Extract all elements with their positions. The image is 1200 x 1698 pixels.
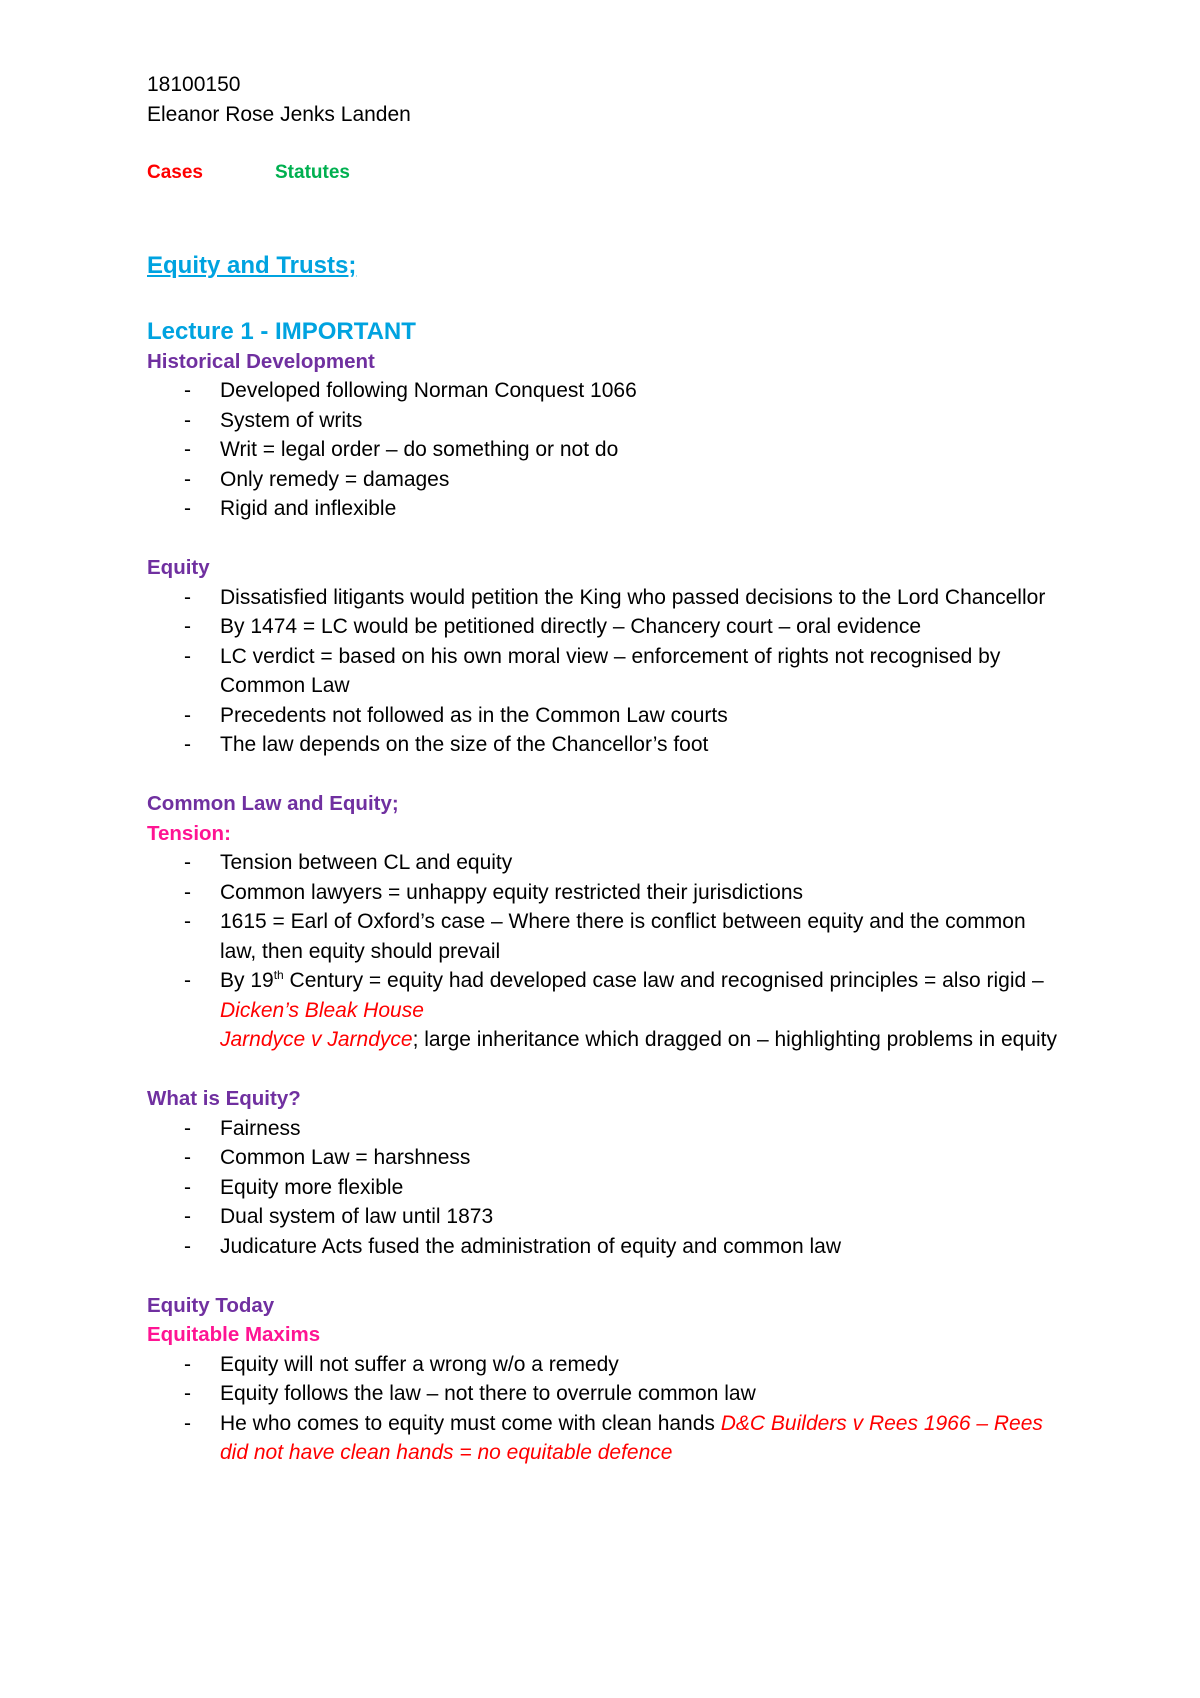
heading-equity: Equity (147, 556, 210, 579)
bullet-dash: - (184, 703, 191, 727)
list-item: - Common Law = harshness (147, 1143, 1067, 1173)
bullet-dash: - (184, 1352, 191, 1376)
bullet-dash: - (184, 379, 191, 402)
bullet-dash: - (184, 851, 191, 874)
case-reference: Jarndyce v Jarndyce (220, 1028, 413, 1051)
bullet-dash: - (184, 615, 191, 638)
list-item: - He who comes to equity must come with clean hands D&C Builders v Rees 1966 – Rees did not have clean hands = no equitable defence (147, 1409, 1067, 1468)
list-item: - Fairness (147, 1114, 1067, 1144)
bullet-dash: - (184, 1205, 191, 1228)
list-item: - Tension between CL and equity (147, 848, 1067, 878)
list-item: - Equity follows the law – not there to overrule common law (147, 1379, 1067, 1409)
bullet-dash: - (184, 1234, 191, 1258)
list-item: - LC verdict = based on his own moral view – enforcement of rights not recognised by Common Law (147, 642, 1067, 701)
list-what-is-equity (147, 1114, 1067, 1262)
list-historical (147, 376, 1067, 524)
subheading-maxims: Equitable Maxims (147, 1323, 321, 1346)
list-maxims (147, 1350, 1067, 1468)
case-reference: Dicken’s Bleak House (220, 998, 424, 1022)
document-title: Equity and Trusts; (147, 251, 357, 279)
list-item: - Rigid and inflexible (147, 494, 1067, 524)
bullet-dash: - (184, 438, 191, 461)
student-id: 18100150 (147, 73, 241, 96)
ordinal-suffix: th (273, 968, 284, 982)
list-item: - By 1474 = LC would be petitioned directly – Chancery court – oral evidence (147, 612, 1067, 642)
list-item: - Only remedy = damages (147, 465, 1067, 495)
heading-common-law: Common Law and Equity; (147, 792, 399, 815)
heading-equity-today: Equity Today (147, 1293, 275, 1317)
bullet-dash: - (184, 408, 191, 432)
list-item: - The law depends on the size of the Chancellor’s foot (147, 730, 1067, 760)
list-item: - Dual system of law until 1873 (147, 1202, 1067, 1232)
bullet-dash: - (184, 733, 191, 756)
subheading-tension: Tension: (147, 821, 231, 845)
bullet-dash: - (184, 497, 191, 520)
list-item: - Developed following Norman Conquest 1066 (147, 376, 1067, 406)
student-name: Eleanor Rose Jenks Landen (147, 102, 411, 126)
bullet-dash: - (184, 1411, 191, 1435)
color-legend (147, 158, 1067, 188)
bullet-dash: - (184, 585, 191, 609)
list-tension (147, 848, 1067, 1055)
bullet-dash: - (184, 1146, 191, 1169)
list-item: - Equity more flexible (147, 1173, 1067, 1203)
lecture-title: Lecture 1 - IMPORTANT (147, 317, 416, 345)
bullet-dash: - (184, 910, 191, 933)
document-page (147, 70, 1067, 1468)
list-item: - Dissatisfied litigants would petition the King who passed decisions to the Lord Chancellor (147, 583, 1067, 613)
bullet-dash: - (184, 969, 191, 992)
legend-cases: Cases (147, 162, 203, 183)
list-equity (147, 583, 1067, 760)
heading-historical: Historical Development (147, 349, 375, 373)
bullet-dash: - (184, 467, 191, 491)
list-item: - Judicature Acts fused the administration of equity and common law (147, 1232, 1067, 1262)
bullet-dash: - (184, 1175, 191, 1199)
list-item: - Equity will not suffer a wrong w/o a remedy (147, 1350, 1067, 1380)
bullet-dash: - (184, 880, 191, 904)
list-item: - System of writs (147, 406, 1067, 436)
bullet-dash: - (184, 644, 191, 668)
list-item: - Common lawyers = unhappy equity restricted their jurisdictions (147, 878, 1067, 908)
bullet-dash: - (184, 1382, 191, 1405)
bullet-dash: - (184, 1116, 191, 1140)
list-item: - By 19th Century = equity had developed case law and recognised principles = also rigid – Dicken’s Bleak House Jarndyce v Jarndyce; large inheritance which dragged on – highlighting problems in equity (184, 968, 1058, 1051)
legend-statutes: Statutes (275, 162, 350, 183)
heading-what-is-equity: What is Equity? (147, 1087, 301, 1110)
list-item: - Writ = legal order – do something or not do (147, 435, 1067, 465)
list-item: - 1615 = Earl of Oxford’s case – Where there is conflict between equity and the common law, then equity should prevail (147, 907, 1067, 966)
list-item: - Precedents not followed as in the Common Law courts (147, 701, 1067, 731)
case-reference: D&C Builders v Rees 1966 – Rees did not have clean hands = no equitable defence (220, 1411, 1043, 1464)
